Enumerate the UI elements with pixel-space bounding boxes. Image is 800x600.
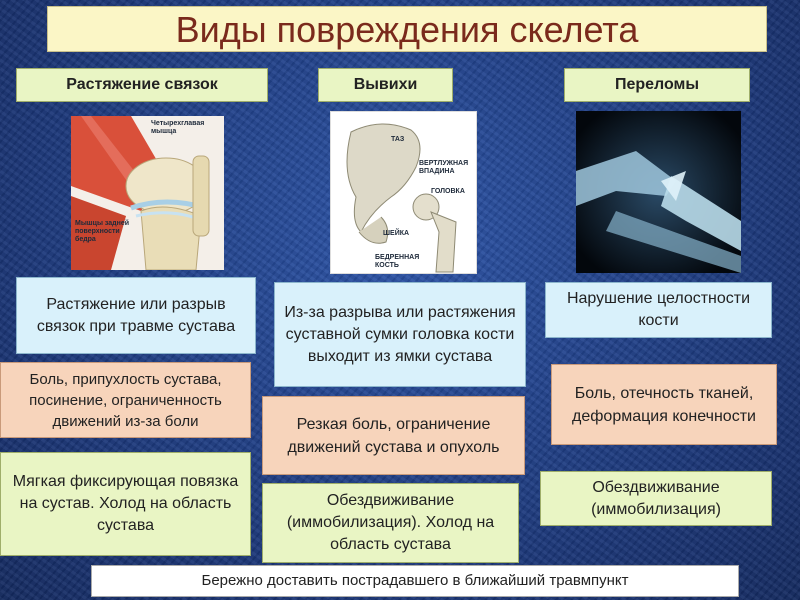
sprain-first-aid: Мягкая фиксирующая повязка на сустав. Холод на область сустава [0,452,251,556]
sprain-definition: Растяжение или разрыв связок при травме сустава [16,277,256,354]
dislocation-definition: Из-за разрыва или растяжения суставной сумки головка кости выходит из ямки сустава [274,282,526,387]
fracture-symptoms: Боль, отечность тканей, деформация конечности [551,364,777,445]
label-femoral-head: ГОЛОВКА [431,188,465,195]
label-femoral-neck: ШЕЙКА [383,230,410,237]
label-hamstrings: Мышцы задней поверхности бедра [75,220,130,243]
fracture-xray-image [576,111,741,273]
label-quadriceps: Четырехглавая мышца [151,120,205,135]
xray-drawing [576,111,741,273]
label-femur: БЕДРЕННАЯ КОСТЬ [375,254,420,269]
knee-ligament-illustration [71,116,224,270]
fracture-definition: Нарушение целостности кости [545,282,772,338]
fracture-first-aid: Обездвиживание (иммобилизация) [540,471,772,526]
sprain-symptoms: Боль, припухлость сустава, посинение, ограниченность движений из-за боли [0,362,251,438]
header-sprain: Растяжение связок [16,68,268,102]
label-pelvis: ТАЗ [391,136,405,143]
dislocation-first-aid: Обездвиживание (иммобилизация). Холод на область сустава [262,483,519,563]
hip-joint-illustration [330,111,477,274]
label-acetabulum: ВЕРТЛУЖНАЯ ВПАДИНА [419,160,469,175]
dislocation-symptoms: Резкая боль, ограничение движений сустава и опухоль [262,396,525,475]
knee-drawing [71,116,224,270]
page-title: Виды повреждения скелета [47,6,767,52]
footer-note: Бережно доставить пострадавшего в ближайший травмпункт [91,565,739,597]
header-fracture: Переломы [564,68,750,102]
header-dislocation: Вывихи [318,68,453,102]
